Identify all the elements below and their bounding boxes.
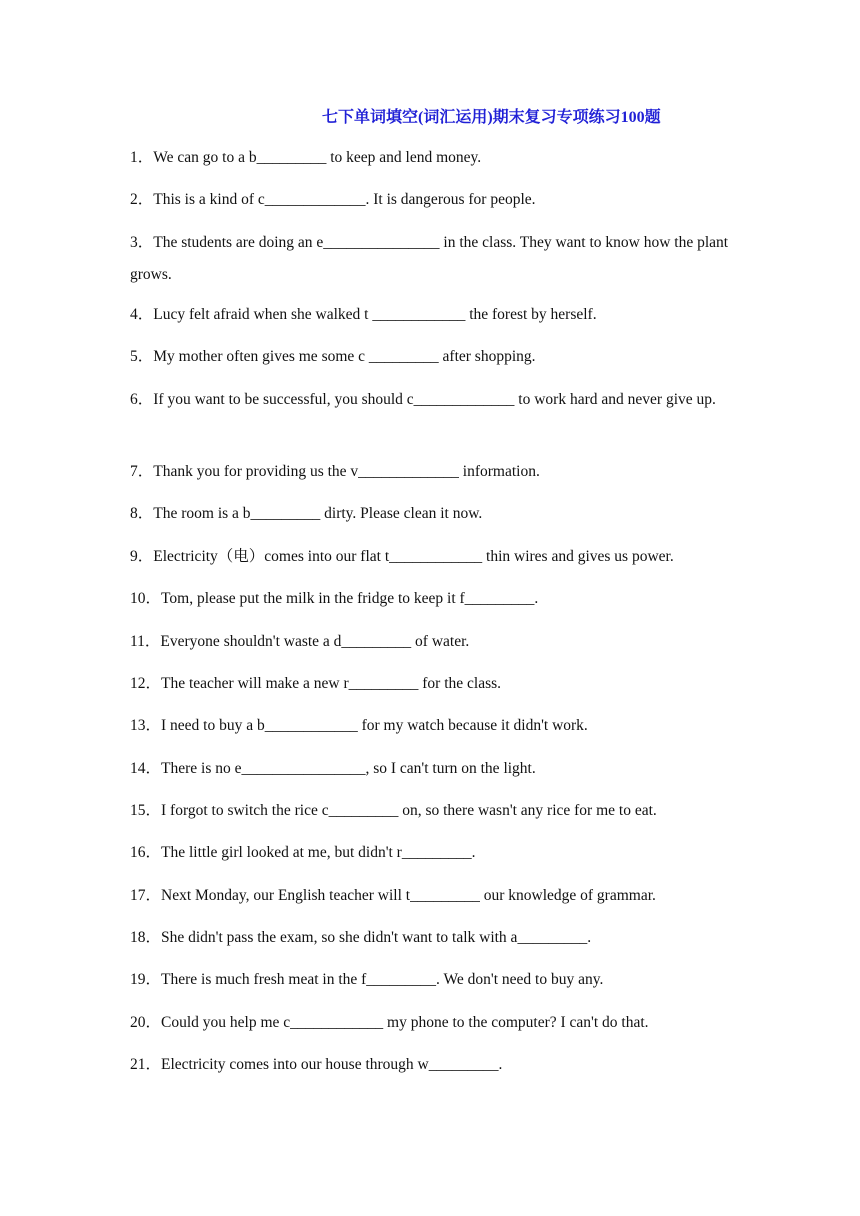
question-5: 5．My mother often gives me some c _________ after shopping. <box>130 348 536 365</box>
question-1: 1．We can go to a b_________ to keep and lend money. <box>130 149 482 166</box>
question-15: 15．I forgot to switch the rice c_________ on, so there wasn't any rice for me to eat. <box>130 802 657 819</box>
question-11: 11．Everyone shouldn't waste a d_________ of water. <box>130 633 470 650</box>
question-16: 16．The little girl looked at me, but didn't r_________. <box>130 844 476 861</box>
question-3: 3．The students are doing an e_______________ in the class. They want to know how the plant grows. <box>130 234 729 283</box>
question-14: 14．There is no e________________, so I can't turn on the light. <box>130 760 536 777</box>
question-7: 7．Thank you for providing us the v_____________ information. <box>130 463 540 480</box>
question-20: 20．Could you help me c____________ my phone to the computer? I can't do that. <box>130 1014 649 1031</box>
question-19: 19．There is much fresh meat in the f_________. We don't need to buy any. <box>130 971 604 988</box>
question-18: 18．She didn't pass the exam, so she didn't want to talk with a_________. <box>130 929 592 946</box>
question-17: 17．Next Monday, our English teacher will t_________ our knowledge of grammar. <box>130 887 656 904</box>
question-4: 4．Lucy felt afraid when she walked t ____________ the forest by herself. <box>130 306 597 323</box>
question-21: 21．Electricity comes into our house through w_________. <box>130 1056 503 1073</box>
question-13: 13．I need to buy a b____________ for my watch because it didn't work. <box>130 717 588 734</box>
question-6: 6．If you want to be successful, you should c_____________ to work hard and never give up. <box>130 391 716 408</box>
question-9: 9．Electricity（电）comes into our flat t____________ thin wires and gives us power. <box>130 548 674 565</box>
question-2: 2．This is a kind of c_____________. It is dangerous for people. <box>130 191 536 208</box>
question-12: 12．The teacher will make a new r_________ for the class. <box>130 675 502 692</box>
document-title: 七下单词填空(词汇运用)期末复习专项练习100题 <box>322 109 661 126</box>
question-8: 8．The room is a b_________ dirty. Please clean it now. <box>130 505 483 522</box>
question-10: 10．Tom, please put the milk in the fridge to keep it f_________. <box>130 590 539 607</box>
